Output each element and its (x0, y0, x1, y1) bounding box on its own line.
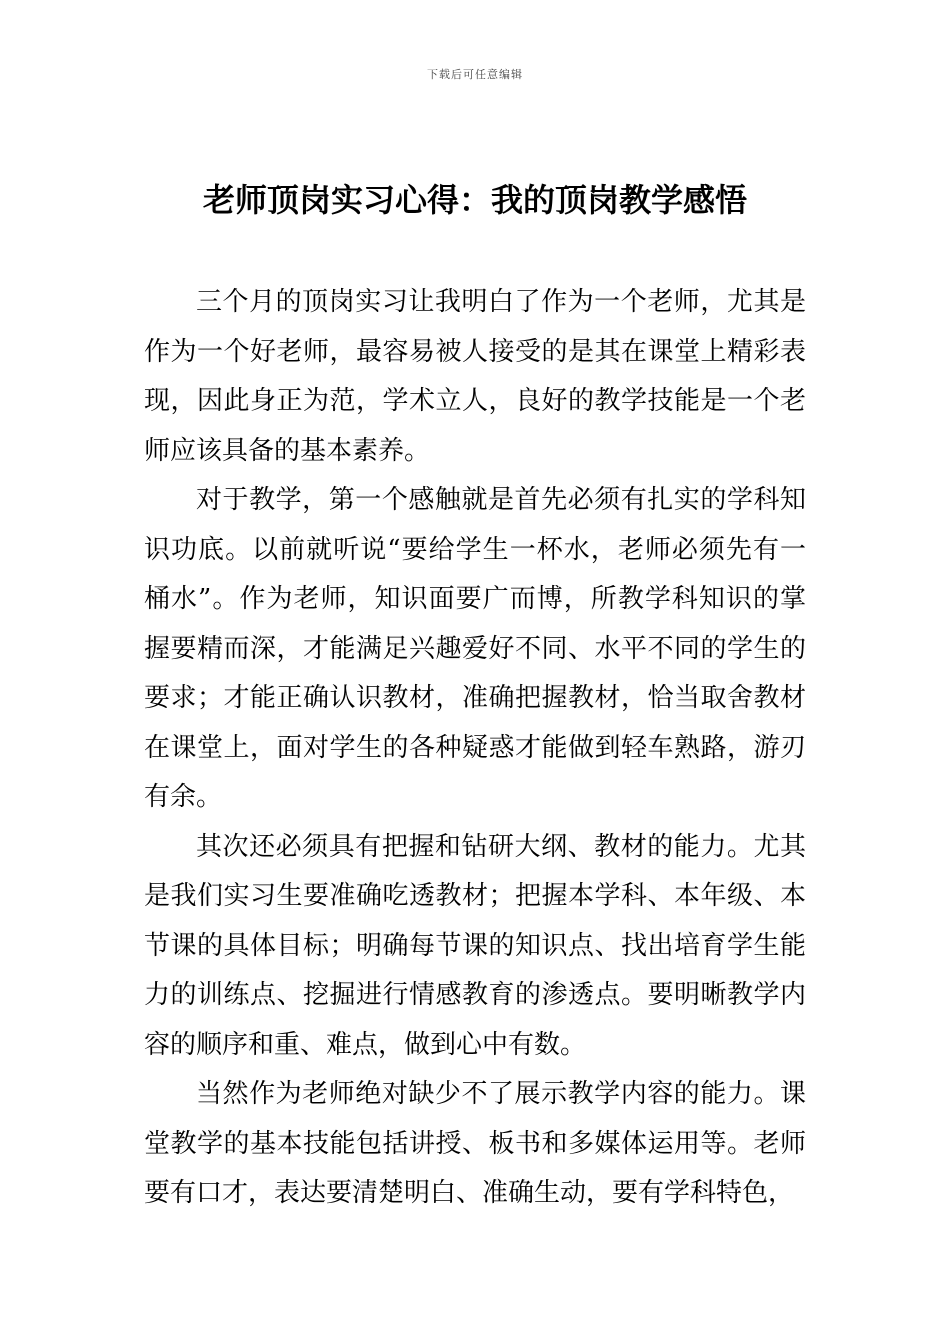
document-body (144, 278, 806, 1219)
paragraph-1: 三个月的顶岗实习让我明白了作为一个老师，尤其是作为一个好老师，最容易被人接受的是其在课堂上精彩表现，因此身正为范，学术立人，良好的教学技能是一个老师应该具备的基本素养。 (144, 287, 806, 466)
paragraph-3: 其次还必须具有把握和钻研大纲、教材的能力。尤其是我们实习生要准确吃透教材；把握本学科、本年级、本节课的具体目标；明确每节课的知识点、找出培育学生能力的训练点、挖掘进行情感教育的渗透点。要明晰教学内容的顺序和重、难点，做到心中有数。 (144, 831, 806, 1060)
paragraph-2: 对于教学，第一个感触就是首先必须有扎实的学科知识功底。以前就听说“要给学生一杯水，老师必须先有一桶水”。作为老师，知识面要广而博，所教学科知识的掌握要精而深，才能满足兴趣爱好不同、水平不同的学生的要求；才能正确认识教材，准确把握教材，恰当取舍教材在课堂上，面对学生的各种疑惑才能做到轻车熟路，游刃有余。 (144, 485, 806, 812)
paragraph-4: 当然作为老师绝对缺少不了展示教学内容的能力。课堂教学的基本技能包括讲授、板书和多媒体运用等。老师要有口才，表达要清楚明白、准确生动，要有学科特色， (144, 1079, 806, 1208)
header-note: 下载后可任意编辑 (427, 68, 523, 81)
document-title: 老师顶岗实习心得：我的顶岗教学感悟 (202, 181, 747, 219)
